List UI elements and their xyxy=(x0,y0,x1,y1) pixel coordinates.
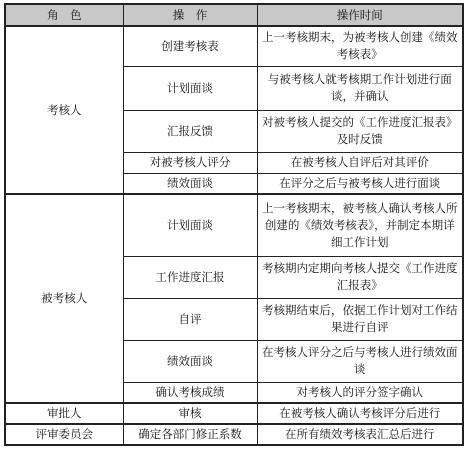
header-row xyxy=(5,4,463,26)
role-cell: 考核人 xyxy=(5,26,123,194)
role-cell: 评审委员会 xyxy=(5,424,123,445)
time-cell: 在考核人评分之后与考核人进行绩效面谈 xyxy=(257,340,463,382)
time-cell: 上一考核期末，被考核人确认考核人所创建的《绩效考核表》，并制定本期详细工作计划 xyxy=(257,194,463,256)
header-operation: 操 作 xyxy=(123,4,257,26)
operation-cell: 确定各部门修正系数 xyxy=(123,424,257,445)
role-cell: 被考核人 xyxy=(5,194,123,403)
operation-cell: 绩效面谈 xyxy=(123,173,257,194)
time-cell: 上一考核期末，为被考核人创建《绩效考核表》 xyxy=(257,26,463,66)
time-cell: 在被考核人确认考核评分后进行 xyxy=(257,403,463,424)
operation-cell: 审核 xyxy=(123,403,257,424)
operation-cell: 汇报反馈 xyxy=(123,110,257,152)
header-role: 角 色 xyxy=(5,4,123,26)
time-cell: 在被考核人自评后对其评价 xyxy=(257,152,463,173)
operation-cell: 创建考核表 xyxy=(123,26,257,66)
time-cell: 对考核人的评分签字确认 xyxy=(257,382,463,403)
operation-cell: 绩效面谈 xyxy=(123,340,257,382)
time-cell: 在所有绩效考核表汇总后进行 xyxy=(257,424,463,445)
table-row xyxy=(5,424,463,445)
time-cell: 在评分之后与被考核人进行面谈 xyxy=(257,173,463,194)
operation-cell: 自评 xyxy=(123,298,257,340)
table-row xyxy=(5,26,463,66)
operation-cell: 对被考核人评分 xyxy=(123,152,257,173)
operation-cell: 确认考核成绩 xyxy=(123,382,257,403)
time-cell: 与被考核人就考核期工作计划进行面谈，并确认 xyxy=(257,66,463,110)
table-row xyxy=(5,403,463,424)
time-cell: 考核期内定期向考核人提交《工作进度汇报表》 xyxy=(257,256,463,298)
operation-cell: 工作进度汇报 xyxy=(123,256,257,298)
operation-cell: 计划面谈 xyxy=(123,194,257,256)
header-time: 操作时间 xyxy=(257,4,463,26)
operation-cell: 计划面谈 xyxy=(123,66,257,110)
role-cell: 审批人 xyxy=(5,403,123,424)
performance-roles-table xyxy=(4,3,464,446)
table-row xyxy=(5,194,463,256)
time-cell: 考核期结束后，依据工作计划对工作结果进行自评 xyxy=(257,298,463,340)
time-cell: 对被考核人提交的《工作进度汇报表》及时反馈 xyxy=(257,110,463,152)
